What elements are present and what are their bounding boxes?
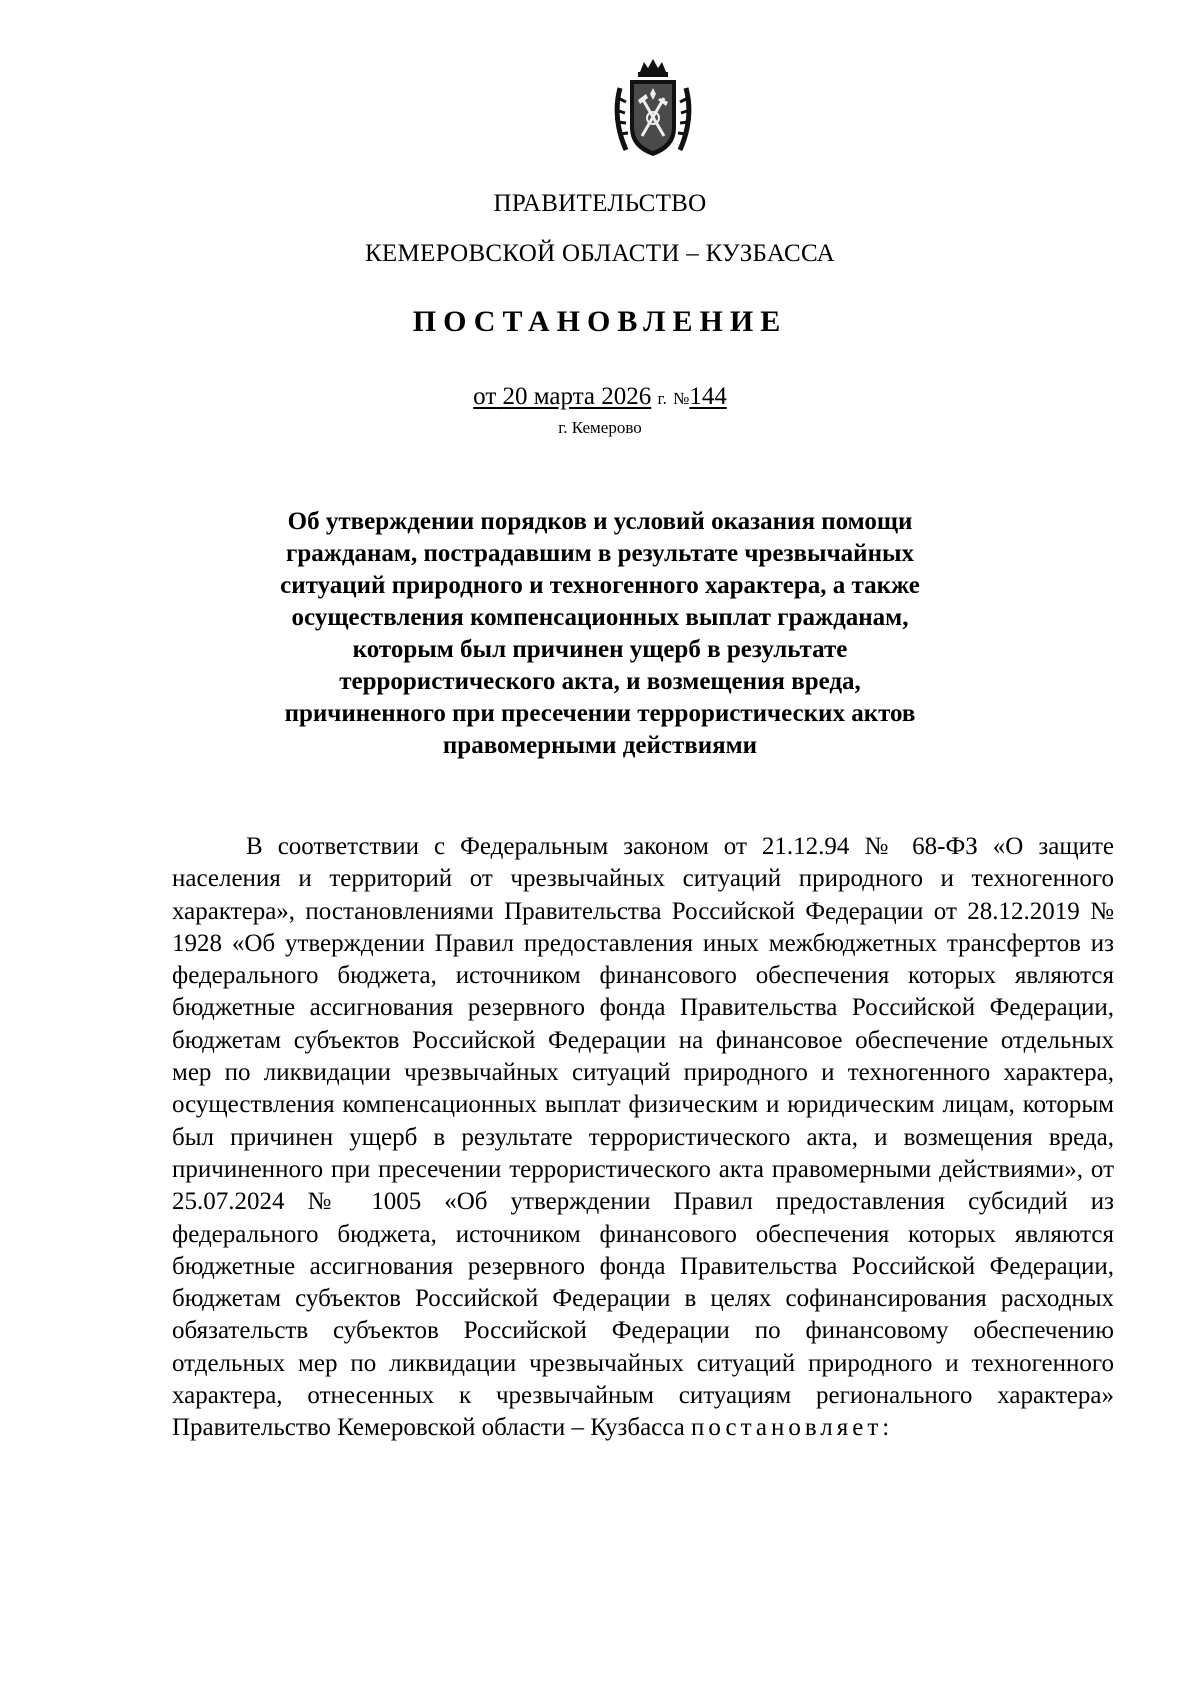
document-title: Об утверждении порядков и условий оказания помощи гражданам, пострадавшим в результате чрезвычайных ситуаций природного и техногенного характера, а также осуществления компенсационных выплат гражданам, которым был причинен ущерб в результате террористического акта, и возмещения вреда, причиненного при пресечении террористических актов правомерными действиями <box>280 508 920 759</box>
document-date: 20 марта 2026 <box>502 383 652 410</box>
org-name-line2: КЕМЕРОВСКОЙ ОБЛАСТИ – КУЗБАССА <box>364 240 836 267</box>
date-number-line <box>0 383 1200 411</box>
date-prefix: от <box>473 383 497 410</box>
year-suffix: г. <box>657 389 667 408</box>
city: г. Кемерово <box>558 418 642 437</box>
org-name-line1: ПРАВИТЕЛЬСТВО <box>493 190 707 217</box>
document-type: ПОСТАНОВЛЕНИЕ <box>412 305 788 338</box>
decree-word: постановляет: <box>691 1414 894 1442</box>
body-text: В соответствии с Федеральным законом от 21.12.94 № 68-ФЗ «О защите населения и территорий от чрезвычайных ситуаций природного и техногенного характера», постановлениями Правительства Российской Федерации от 28.12.2019 № 1928 «Об утверждении Правил предоставления иных межбюджетных трансфертов из федерального бюджета, источником финансового обеспечения которых являются бюджетные ассигнования резервного фонда Правительства Российской Федерации, бюджетам субъектов Российской Федерации на финансовое обеспечение отдельных мер по ликвидации чрезвычайных ситуаций природного и техногенного характера, осуществления компенсационных выплат физическим и юридическим лицам, которым был причинен ущерб в результате террористического акта, и возмещения вреда, причиненного при пресечении террористического акта правомерными действиями», от 25.07.2024 № 1005 «Об утверждении Правил предоставления субсидий из федерального бюджета, источником финансового обеспечения которых являются бюджетные ассигнования резервного фонда Правительства Российской Федерации, бюджетам субъектов Российской Федерации в целях софинансирования расходных обязательств субъектов Российской Федерации по финансовому обеспечению отдельных мер по ликвидации чрезвычайных ситуаций природного и техногенного характера, отнесенных к чрезвычайным ситуациям регионального характера» Правительство Кемеровской области – Кузбасса <box>172 833 1114 1442</box>
document-number: 144 <box>689 383 727 410</box>
number-sign: № <box>673 389 690 408</box>
coat-of-arms-icon <box>610 58 696 162</box>
body-paragraph <box>172 831 1114 1445</box>
